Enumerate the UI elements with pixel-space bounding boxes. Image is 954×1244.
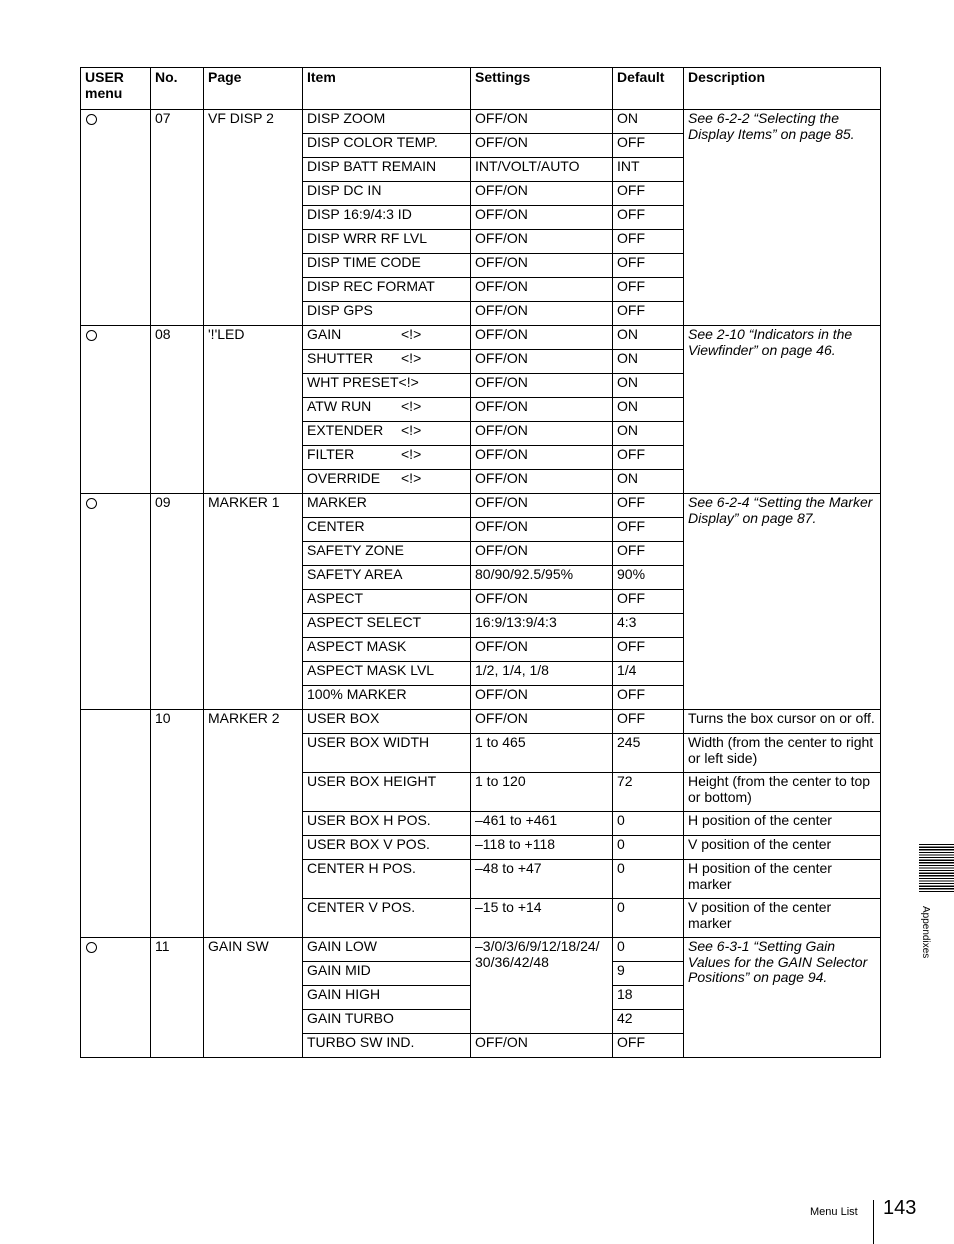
item-label: WHT PRESET — [307, 374, 399, 390]
default-cell: 4:3 — [613, 614, 684, 638]
default-cell: OFF — [613, 494, 684, 518]
item-cell — [303, 374, 471, 398]
settings-cell: 16:9/13:9/4:3 — [471, 614, 613, 638]
item-cell: USER BOX V POS. — [303, 836, 471, 860]
item-cell: CENTER — [303, 518, 471, 542]
default-cell: 0 — [613, 938, 684, 962]
section-thumb-tab — [919, 844, 954, 892]
item-cell: DISP REC FORMAT — [303, 278, 471, 302]
default-cell: INT — [613, 158, 684, 182]
item-cell: CENTER V POS. — [303, 899, 471, 938]
item-cell: 100% MARKER — [303, 686, 471, 710]
settings-cell: –48 to +47 — [471, 860, 613, 899]
description-cell: Width (from the center to right or left side) — [684, 734, 881, 773]
menu-table — [80, 67, 881, 1058]
description-cell: See 2-10 “Indicators in the Viewfinder” on page 46. — [684, 326, 881, 494]
header-description: Description — [684, 68, 881, 110]
item-label: FILTER — [307, 446, 355, 462]
warning-mark: <!> — [401, 350, 422, 366]
item-cell: USER BOX H POS. — [303, 812, 471, 836]
item-cell: MARKER — [303, 494, 471, 518]
table-row — [81, 494, 881, 518]
item-cell: GAIN LOW — [303, 938, 471, 962]
item-cell: SAFETY ZONE — [303, 542, 471, 566]
description-cell: See 6-2-2 “Selecting the Display Items” on page 85. — [684, 110, 881, 326]
header-default: Default — [613, 68, 684, 110]
default-cell: ON — [613, 422, 684, 446]
header-user-menu: USER menu — [81, 68, 151, 110]
no-cell: 10 — [151, 710, 204, 938]
item-cell: DISP BATT REMAIN — [303, 158, 471, 182]
default-cell: 0 — [613, 836, 684, 860]
settings-cell: 1/2, 1/4, 1/8 — [471, 662, 613, 686]
header-no: No. — [151, 68, 204, 110]
default-cell: OFF — [613, 182, 684, 206]
page-cell: VF DISP 2 — [204, 110, 303, 326]
no-cell: 09 — [151, 494, 204, 710]
default-cell: OFF — [613, 134, 684, 158]
item-label: GAIN — [307, 326, 342, 342]
default-cell: 1/4 — [613, 662, 684, 686]
settings-cell: OFF/ON — [471, 254, 613, 278]
user-menu-circle-icon — [86, 330, 97, 341]
default-cell: OFF — [613, 230, 684, 254]
item-cell: DISP ZOOM — [303, 110, 471, 134]
description-cell: V position of the center — [684, 836, 881, 860]
default-cell: 0 — [613, 860, 684, 899]
description-cell: H position of the center marker — [684, 860, 881, 899]
item-cell: GAIN HIGH — [303, 986, 471, 1010]
settings-cell: OFF/ON — [471, 542, 613, 566]
description-cell: See 6-2-4 “Setting the Marker Display” on page 87. — [684, 494, 881, 710]
settings-cell: OFF/ON — [471, 686, 613, 710]
default-cell: 18 — [613, 986, 684, 1010]
settings-cell: OFF/ON — [471, 230, 613, 254]
settings-cell: OFF/ON — [471, 638, 613, 662]
item-cell: DISP GPS — [303, 302, 471, 326]
item-cell: ASPECT MASK — [303, 638, 471, 662]
settings-cell: OFF/ON — [471, 374, 613, 398]
page-cell: MARKER 1 — [204, 494, 303, 710]
default-cell: ON — [613, 326, 684, 350]
item-cell: GAIN MID — [303, 962, 471, 986]
settings-cell: OFF/ON — [471, 206, 613, 230]
item-cell: SAFETY AREA — [303, 566, 471, 590]
settings-cell: OFF/ON — [471, 494, 613, 518]
item-cell: DISP 16:9/4:3 ID — [303, 206, 471, 230]
item-label: SHUTTER — [307, 350, 374, 366]
settings-cell: OFF/ON — [471, 470, 613, 494]
user-menu-cell — [81, 494, 151, 710]
settings-cell: –461 to +461 — [471, 812, 613, 836]
table-row — [81, 326, 881, 350]
default-cell: OFF — [613, 710, 684, 734]
settings-cell: OFF/ON — [471, 518, 613, 542]
default-cell: OFF — [613, 254, 684, 278]
item-cell: DISP COLOR TEMP. — [303, 134, 471, 158]
no-cell: 08 — [151, 326, 204, 494]
user-menu-circle-icon — [86, 498, 97, 509]
user-menu-circle-icon — [86, 942, 97, 953]
default-cell: 90% — [613, 566, 684, 590]
default-cell: OFF — [613, 206, 684, 230]
default-cell: OFF — [613, 638, 684, 662]
settings-cell: OFF/ON — [471, 326, 613, 350]
default-cell: OFF — [613, 446, 684, 470]
no-cell: 11 — [151, 938, 204, 1058]
settings-cell: OFF/ON — [471, 278, 613, 302]
item-cell: DISP TIME CODE — [303, 254, 471, 278]
default-cell: 42 — [613, 1010, 684, 1034]
default-cell: 245 — [613, 734, 684, 773]
settings-cell: –118 to +118 — [471, 836, 613, 860]
default-cell: OFF — [613, 1034, 684, 1058]
warning-mark: <!> — [398, 374, 419, 390]
description-cell: Turns the box cursor on or off. — [684, 710, 881, 734]
item-cell — [303, 350, 471, 374]
item-cell: USER BOX WIDTH — [303, 734, 471, 773]
default-cell: OFF — [613, 590, 684, 614]
description-cell: See 6-3-1 “Setting Gain Values for the GAIN Selector Positions” on page 94. — [684, 938, 881, 1058]
description-cell: H position of the center — [684, 812, 881, 836]
warning-mark: <!> — [401, 422, 422, 438]
page-cell: '!'LED — [204, 326, 303, 494]
settings-cell: OFF/ON — [471, 182, 613, 206]
settings-cell: 1 to 120 — [471, 773, 613, 812]
item-cell — [303, 422, 471, 446]
settings-cell: INT/VOLT/AUTO — [471, 158, 613, 182]
user-menu-cell — [81, 938, 151, 1058]
warning-mark: <!> — [401, 326, 422, 342]
footer-divider — [873, 1200, 874, 1244]
default-cell: OFF — [613, 278, 684, 302]
settings-cell: OFF/ON — [471, 350, 613, 374]
item-cell — [303, 326, 471, 350]
settings-cell: OFF/ON — [471, 590, 613, 614]
default-cell: 0 — [613, 899, 684, 938]
item-cell: DISP DC IN — [303, 182, 471, 206]
default-cell: 0 — [613, 812, 684, 836]
item-cell: USER BOX HEIGHT — [303, 773, 471, 812]
description-cell: Height (from the center to top or bottom) — [684, 773, 881, 812]
item-cell: CENTER H POS. — [303, 860, 471, 899]
item-cell: GAIN TURBO — [303, 1010, 471, 1034]
item-cell: TURBO SW IND. — [303, 1034, 471, 1058]
default-cell: OFF — [613, 686, 684, 710]
item-cell: ASPECT — [303, 590, 471, 614]
item-cell — [303, 398, 471, 422]
page-number: 143 — [883, 1197, 917, 1219]
settings-cell: OFF/ON — [471, 1034, 613, 1058]
user-menu-circle-icon — [86, 114, 97, 125]
default-cell: 72 — [613, 773, 684, 812]
user-menu-cell — [81, 326, 151, 494]
description-cell: V position of the center marker — [684, 899, 881, 938]
warning-mark: <!> — [401, 398, 422, 414]
page-cell: MARKER 2 — [204, 710, 303, 938]
default-cell: ON — [613, 470, 684, 494]
user-menu-cell — [81, 710, 151, 938]
default-cell: OFF — [613, 518, 684, 542]
default-cell: 9 — [613, 962, 684, 986]
footer-section-label: Menu List — [810, 1206, 858, 1218]
item-label: OVERRIDE — [307, 470, 381, 486]
item-cell — [303, 470, 471, 494]
settings-cell: OFF/ON — [471, 110, 613, 134]
settings-cell: –15 to +14 — [471, 899, 613, 938]
item-cell — [303, 446, 471, 470]
header-page: Page — [204, 68, 303, 110]
settings-cell: OFF/ON — [471, 422, 613, 446]
default-cell: OFF — [613, 302, 684, 326]
section-side-label: Appendixes — [920, 906, 931, 959]
settings-cell: –3/0/3/6/9/12/18/24/ 30/36/42/48 — [471, 938, 613, 1034]
header-settings: Settings — [471, 68, 613, 110]
settings-cell: OFF/ON — [471, 302, 613, 326]
user-menu-cell — [81, 110, 151, 326]
default-cell: ON — [613, 374, 684, 398]
item-cell: ASPECT SELECT — [303, 614, 471, 638]
item-cell: DISP WRR RF LVL — [303, 230, 471, 254]
page-cell: GAIN SW — [204, 938, 303, 1058]
item-cell: ASPECT MASK LVL — [303, 662, 471, 686]
item-cell: USER BOX — [303, 710, 471, 734]
warning-mark: <!> — [401, 470, 422, 486]
settings-cell: OFF/ON — [471, 398, 613, 422]
item-label: EXTENDER — [307, 422, 384, 438]
default-cell: ON — [613, 350, 684, 374]
warning-mark: <!> — [401, 446, 422, 462]
table-header-row — [81, 68, 881, 110]
default-cell: ON — [613, 398, 684, 422]
table-row — [81, 938, 881, 962]
default-cell: ON — [613, 110, 684, 134]
settings-cell: OFF/ON — [471, 710, 613, 734]
no-cell: 07 — [151, 110, 204, 326]
settings-cell: OFF/ON — [471, 446, 613, 470]
item-label: ATW RUN — [307, 398, 372, 414]
header-item: Item — [303, 68, 471, 110]
table-row — [81, 110, 881, 134]
table-row — [81, 710, 881, 734]
settings-cell: OFF/ON — [471, 134, 613, 158]
default-cell: OFF — [613, 542, 684, 566]
settings-cell: 1 to 465 — [471, 734, 613, 773]
settings-cell: 80/90/92.5/95% — [471, 566, 613, 590]
